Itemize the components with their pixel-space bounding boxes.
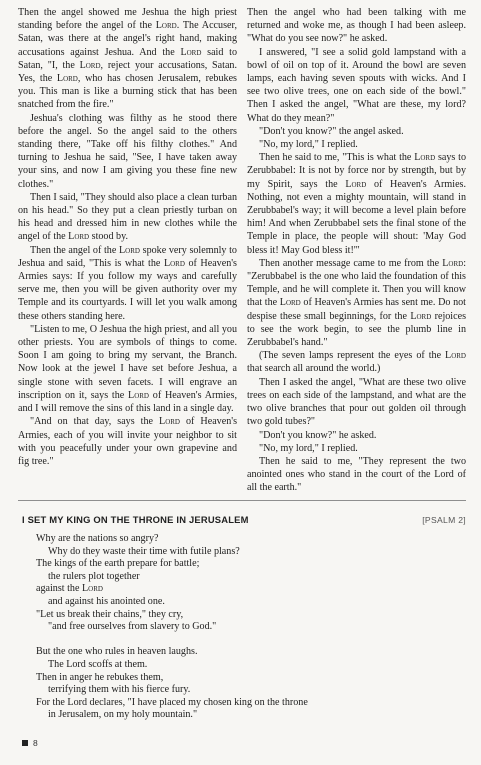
poem-line: Why are the nations so angry? [36,533,159,544]
poem-line: against the Lord [36,583,103,595]
poem-line: The kings of the earth prepare for battle; [36,558,200,570]
paragraph: "Don't you know?" the angel asked. [259,125,404,137]
paragraph: "No, my lord," I replied. [259,442,358,454]
paragraph: Then he said to me, "This is what the Lord says to Zerubbabel: It is not by force nor by strength, but by my Spirit, says the Lord of Heaven's Armies. Nothing, not even a mighty mountain, will stand in Zerubbabel's way; it will become a level plain before him! And when Zerubbabel sets the final stone of the Temple in place, the people will shout: 'May God bless it! May God bless it!'" [247,152,466,256]
psalm-title: I SET MY KING ON THE THRONE IN JERUSALEM [22,514,249,525]
scripture-columns [18,6,466,494]
paragraph: Then another message came to me from the Lord: "Zerubbabel is the one who laid the foundation of this Temple, and he will complete it. Then you will know that the Lord of Heaven's Armies has sent me. Do not despise these small beginnings, for the Lord rejoices to see the work begin, to see the plumb line in Zerubbabel's hand." [247,257,466,349]
right-column [247,6,466,494]
paragraph: Then the angel who had been talking with me returned and woke me, as though I had been asleep. "What do you see now?" he asked. [247,7,466,45]
poem-line: "and free ourselves from slavery to God." [48,621,217,633]
psalm-reference: [PSALM 2] [422,515,466,525]
page-number: 8 [33,738,38,748]
paragraph: Then I said, "They should also place a clean turban on his head." So they put a clean priestly turban on his head and dressed him in new clothes while the angel of the Lord stood by. [18,191,237,243]
paragraph: "Listen to me, O Jeshua the high priest, and all you other priests. You are symbols of things to come. Soon I am going to bring my servant, the Branch. Now look at the jewel I have set before Jeshua, a single stone with seven facets. I will engrave an inscription on it, says the Lord of Heaven's Armies, and I will remove the sins of this land in a single day. [18,323,237,415]
poem-line: and against his anointed one. [48,595,165,607]
poem-line: For the Lord declares, "I have placed my chosen king on the throne [36,696,308,708]
stanza-break [36,634,456,647]
left-column [18,6,237,488]
square-bullet-icon [22,740,28,746]
paragraph: Then the angel showed me Jeshua the high priest standing before the angel of the Lord. The Accuser, Satan, was there at the angel's right hand, making accusations against Jeshua. And the Lord said to Satan, "I, the Lord, reject your accusations, Satan. Yes, the Lord, who has chosen Jerusalem, rebukes you. This man is like a burning stick that has been snatched from the fire." [18,7,238,111]
paragraph: "Don't you know?" he asked. [259,429,377,441]
poem-line: in Jerusalem, on my holy mountain." [48,709,198,721]
paragraph: I answered, "I see a solid gold lampstand with a bowl of oil on top of it. Around the bowl are seven lamps, each having seven spouts with wicks. And I see two olive trees, one on each side of the bowl." Then I asked the angel, "What are these, my lord? What do they mean?" [247,46,466,124]
poem-line: terrifying them with his fierce fury. [48,684,191,696]
poem-line: Why do they waste their time with futile plans? [48,545,240,557]
poem-line: But the one who rules in heaven laughs. [36,646,198,658]
paragraph: "No, my lord," I replied. [259,139,358,151]
poem-line: Then in anger he rebukes them, [36,671,164,683]
poem-line: "Let us break their chains," they cry, [36,608,184,620]
paragraph: Then the angel of the Lord spoke very solemnly to Jeshua and said, "This is what the Lord of Heaven's Armies says: If you follow my ways and carefully serve me, then you will be given authority over my Temple and its courtyards. I will let you walk among these others standing here. [18,244,237,322]
poem-line: The Lord scoffs at them. [48,658,148,670]
paragraph: Jeshua's clothing was filthy as he stood there before the angel. So the angel said to the others standing there, "Take off his filthy clothes." And turning to Jeshua he said, "See, I have taken away your sins, and now I am giving you these fine new clothes." [18,112,237,190]
psalm-header [22,514,466,525]
page-footer [22,738,38,748]
poem-line: the rulers plot together [48,570,140,582]
paragraph: "And on that day, says the Lord of Heaven's Armies, each of you will invite your neighbor to sit with you peacefully under your own grapevine and fig tree." [18,416,238,467]
section-divider [18,500,466,501]
psalm-poem [36,533,456,722]
paragraph: Then I asked the angel, "What are these two olive trees on each side of the lampstand, and what are the two olive branches that pour out golden oil through two gold tubes?" [247,376,466,428]
paragraph: (The seven lamps represent the eyes of the Lord that search all around the world.) [247,350,466,375]
paragraph: Then he said to me, "They represent the two anointed ones who stand in the court of the Lord of all the earth." [247,455,466,494]
